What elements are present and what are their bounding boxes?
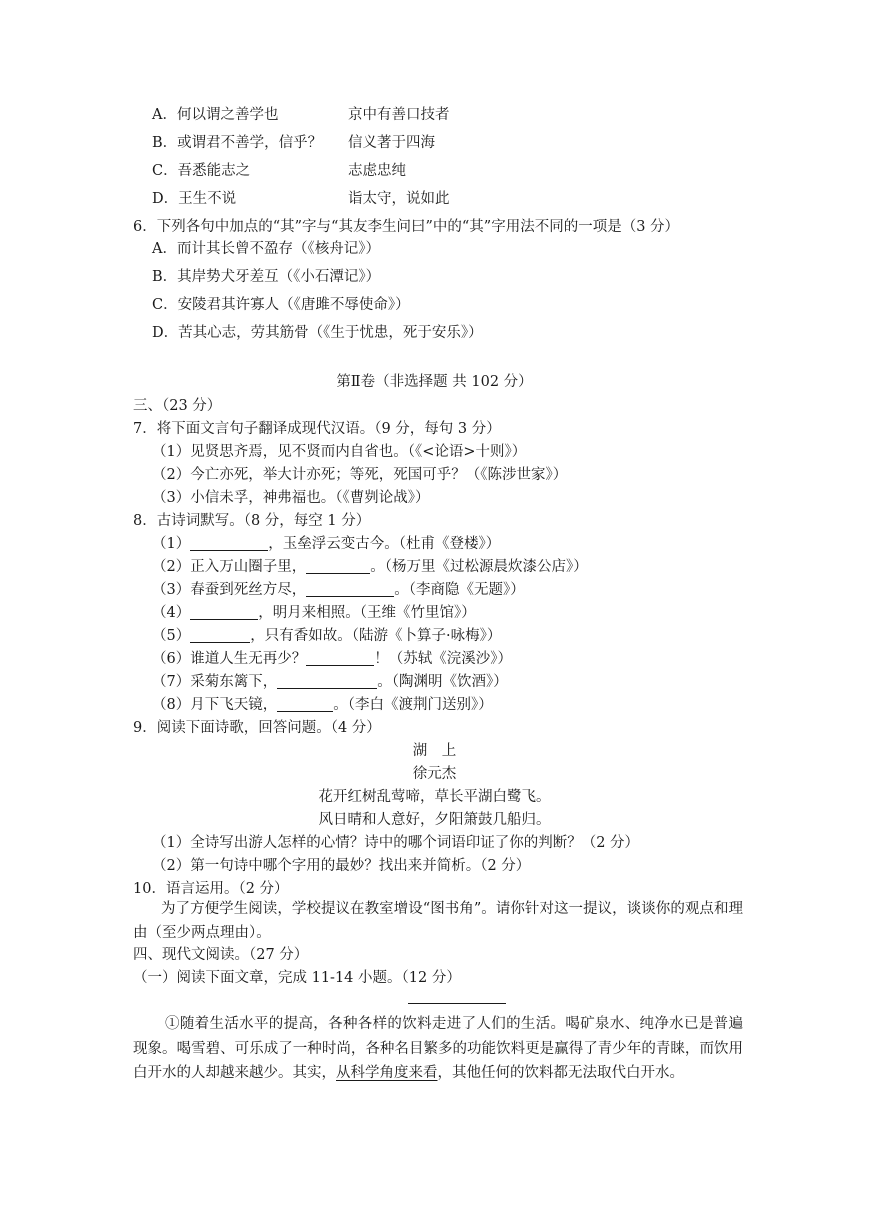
q8-line-1: （1） ，玉垒浮云变古今。（杜甫《登楼》） bbox=[152, 536, 501, 552]
q6-option-d: D．苦其心志，劳其筋骨（《生于忧患，死于安乐》） bbox=[152, 325, 483, 341]
section4-heading: 四、现代文阅读。（27 分） bbox=[133, 947, 309, 963]
q8-line-5: （5） ，只有香如故。（陆游《卜算子·咏梅》） bbox=[152, 628, 502, 644]
q5-option-a: A．何以谓之善学也 京中有善口技者 bbox=[152, 107, 450, 123]
q7-item-3: （3）小信未孚，神弗福也。（《曹刿论战》） bbox=[152, 490, 430, 506]
q8-line-3: （3）春蚕到死丝方尽， 。（李商隐《无题》） bbox=[152, 582, 525, 598]
q8-line-4: （4） ，明月来相照。（王维《竹里馆》） bbox=[152, 605, 476, 621]
q7-item-2: （2）今亡亦死，举大计亦死；等死，死国可乎？（《陈涉世家》） bbox=[152, 467, 568, 483]
q7-item-1: （1）见贤思齐焉，见不贤而内自省也。（《<论语>十则》） bbox=[152, 444, 527, 460]
answer-blank[interactable] bbox=[277, 672, 377, 689]
poem-line-1: 花开红树乱莺啼，草长平湖白鹭飞。 bbox=[318, 789, 551, 805]
q8-line-2: （2）正入万山圈子里， 。（杨万里《过松源晨炊漆公店》） bbox=[152, 559, 588, 575]
q9-sub-1: （1）全诗写出游人怎样的心情？诗中的哪个词语印证了你的判断？（2 分） bbox=[152, 835, 640, 851]
q8-line-8: （8）月下飞天镜， 。（李白《渡荆门送别》） bbox=[152, 697, 493, 713]
q6-option-a: A．而计其长曾不盈存（《核舟记》） bbox=[152, 241, 380, 257]
answer-blank[interactable] bbox=[306, 580, 394, 597]
q9-sub-2: （2）第一句诗中哪个字用的最妙？找出来并简析。（2 分） bbox=[152, 858, 531, 874]
article-paragraph-1: ①随着生活水平的提高，各种各样的饮料走进了人们的生活。喝矿泉水、纯净水已是普遍现象。喝雪碧、可乐成了一种时尚，各种名目繁多的功能饮料更是赢得了青少年的青睐，而饮用白开水的人却越来越少。其实，从科学角度来看，其他任何的饮料都无法取代白开水。 bbox=[133, 1016, 743, 1081]
answer-blank[interactable] bbox=[306, 557, 370, 574]
poem-title: 湖 上 bbox=[412, 743, 457, 759]
q10-text: 为了方便学生阅读，学校提议在教室增设“图书角”。请你针对这一提议，谈谈你的观点和理由（至少两点理由）。 bbox=[133, 901, 743, 941]
q8-line-7: （7）采菊东篱下， 。（陶渊明《饮酒》） bbox=[152, 674, 508, 690]
section3-heading: 三、（23 分） bbox=[133, 398, 222, 414]
poem-line-2: 风日晴和人意好，夕阳箫鼓几船归。 bbox=[318, 812, 551, 828]
q8-line-6: （6）谁道人生无再少？ ！（苏轼《浣溪沙》） bbox=[152, 651, 512, 667]
q7-stem: 7．将下面文言句子翻译成现代汉语。（9 分，每句 3 分） bbox=[133, 421, 501, 437]
q6-option-c: C．安陵君其许寡人（《唐雎不辱使命》） bbox=[152, 297, 410, 313]
q5-option-d: D．王生不说 诣太守，说如此 bbox=[152, 191, 450, 207]
answer-blank[interactable] bbox=[277, 695, 333, 712]
answer-blank[interactable] bbox=[306, 649, 374, 666]
part2-title: 第Ⅱ卷（非选择题 共 102 分） bbox=[336, 374, 533, 390]
q8-stem: 8．古诗词默写。（8 分，每空 1 分） bbox=[133, 513, 371, 529]
q5-option-c: C．吾悉能志之 志虑忠纯 bbox=[152, 163, 406, 179]
q6-option-b: B．其岸势犬牙差互（《小石潭记》） bbox=[152, 269, 381, 285]
q5-option-b: B．或谓君不善学，信乎？ 信义著于四海 bbox=[152, 135, 435, 151]
underlined-phrase: 从科学角度来看 bbox=[336, 1065, 438, 1081]
q10-stem: 10．语言运用。（2 分） bbox=[133, 881, 289, 897]
q6-stem: 6．下列各句中加点的“其”字与“其友李生问曰”中的“其”字用法不同的一项是（3 分） bbox=[133, 219, 680, 235]
answer-blank[interactable] bbox=[190, 534, 268, 551]
article-title-blank bbox=[408, 1003, 506, 1004]
q9-stem: 9．阅读下面诗歌，回答问题。（4 分） bbox=[133, 720, 381, 736]
reading1-heading: （一）阅读下面文章，完成 11-14 小题。（12 分） bbox=[133, 970, 461, 986]
poem-author: 徐元杰 bbox=[412, 766, 457, 782]
answer-blank[interactable] bbox=[190, 603, 258, 620]
answer-blank[interactable] bbox=[190, 626, 250, 643]
